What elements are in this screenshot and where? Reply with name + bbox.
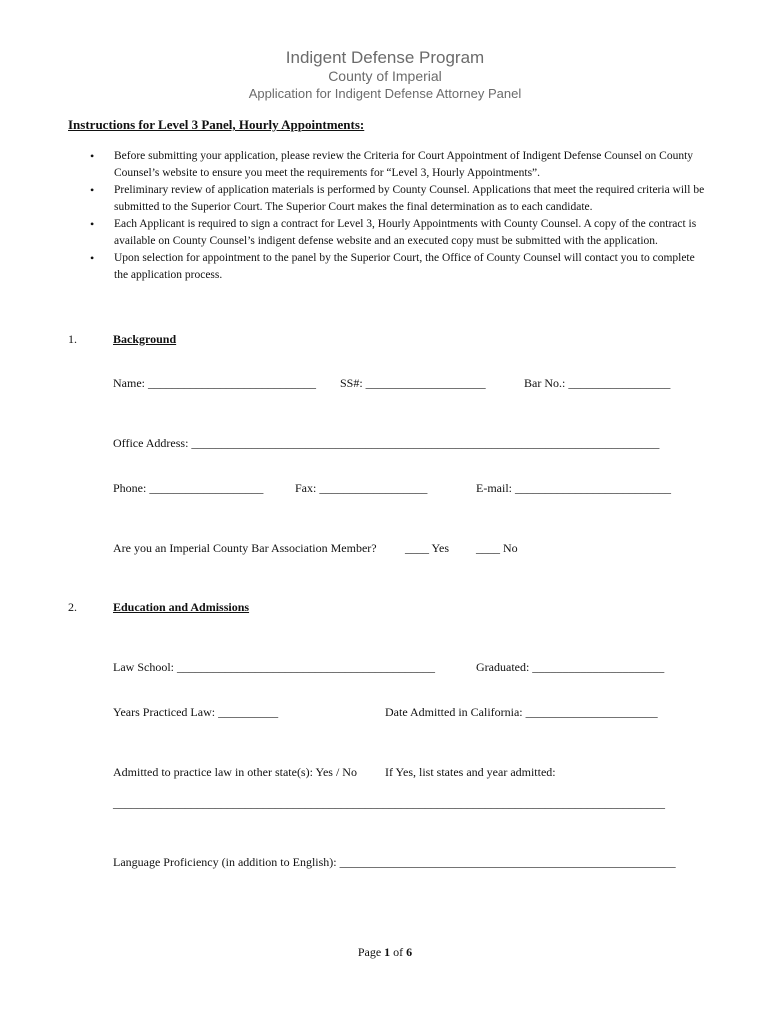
application-subtitle: Application for Indigent Defense Attorney Panel [248, 86, 522, 101]
law-school-field[interactable]: Law School: ___________________________________________ [113, 660, 435, 674]
section-1-title: Background [113, 332, 177, 346]
name-field[interactable]: Name: ____________________________ [113, 376, 316, 390]
section-1-number: 1. [68, 332, 77, 346]
fax-field[interactable]: Fax: __________________ [295, 481, 428, 495]
ss-field[interactable]: SS#: ____________________ [340, 376, 486, 390]
date-admitted-field[interactable]: Date Admitted in California: ______________________ [385, 705, 658, 719]
page-number: 1 [384, 945, 391, 959]
instruction-item: • Preliminary review of application materials is performed by County Counsel. Applications that meet the required criteria will be submitted to the Superior Court. The Superior Court makes the final determination as to each candidate. [90, 183, 705, 213]
bar-member-no[interactable]: ____ No [476, 541, 518, 555]
bullet-icon: • [90, 183, 95, 197]
bar-member-yes[interactable]: ____ Yes [405, 541, 450, 555]
bullet-icon: • [90, 149, 95, 163]
states-line-field[interactable]: ____________________________________________________________________________________________ [113, 796, 665, 810]
page-label: Page [357, 945, 382, 959]
bullet-icon: • [90, 251, 95, 265]
phone-field[interactable]: Phone: ___________________ [113, 481, 264, 495]
other-states-question[interactable]: Admitted to practice law in other state(s): Yes / No [113, 765, 357, 779]
section-2-title: Education and Admissions [113, 600, 250, 614]
years-practiced-field[interactable]: Years Practiced Law: __________ [113, 705, 279, 719]
instruction-item: • Each Applicant is required to sign a contract for Level 3, Hourly Appointments with County Counsel. A copy of the contract is available on County Counsel’s indigent defense website and an executed copy must be submitted with the application. [90, 217, 697, 247]
county-name: County of Imperial [328, 68, 442, 84]
if-yes-label: If Yes, list states and year admitted: [385, 765, 556, 779]
section-2-number: 2. [68, 600, 77, 614]
email-field[interactable]: E-mail: __________________________ [476, 481, 671, 495]
office-address-field[interactable]: Office Address: ______________________________________________________________________________ [113, 436, 660, 450]
document-title: Indigent Defense Program [285, 48, 485, 67]
page-total: 6 [406, 945, 413, 959]
instruction-item: • Before submitting your application, please review the Criteria for Court Appointment of Indigent Defense Counsel on County Counsel’s website to ensure you meet the requirements for “Level 3, Hourly Appointments”. [90, 149, 694, 179]
language-field[interactable]: Language Proficiency (in addition to English): ________________________________________________________ [113, 855, 676, 869]
bar-number-field[interactable]: Bar No.: _________________ [524, 376, 671, 390]
graduated-field[interactable]: Graduated: ______________________ [476, 660, 665, 674]
instructions-list [90, 148, 710, 284]
instructions-heading: Instructions for Level 3 Panel, Hourly Appointments: [68, 117, 365, 132]
bullet-icon: • [90, 217, 95, 231]
of-label: of [393, 945, 404, 959]
instruction-item: • Upon selection for appointment to the panel by the Superior Court, the Office of County Counsel will contact you to complete the application process. [90, 251, 695, 281]
bar-member-question: Are you an Imperial County Bar Association Member? [113, 541, 377, 555]
page-footer [0, 945, 770, 960]
